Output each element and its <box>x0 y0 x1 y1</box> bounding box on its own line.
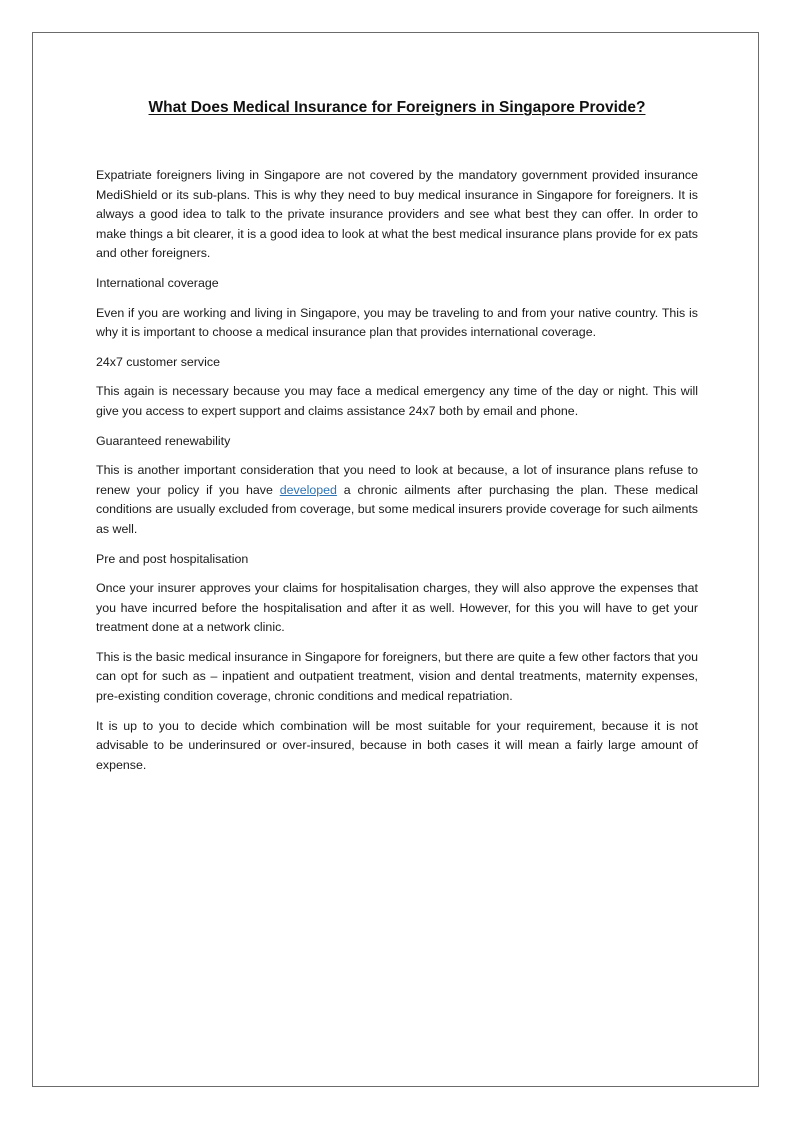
international-coverage-paragraph: Even if you are working and living in Singapore, you may be traveling to and from your native country. This is why it is important to choose a medical insurance plan that provides international coverage. <box>96 305 698 340</box>
hospitalisation-heading: Pre and post hospitalisation <box>96 551 249 566</box>
basic-insurance-paragraph: This is the basic medical insurance in Singapore for foreigners, but there are quite a few other factors that you can opt for such as – inpatient and outpatient treatment, vision and dental treatments, maternity expenses, pre-existing condition coverage, chronic conditions and medical repatriation. <box>96 649 698 704</box>
conclusion-paragraph: It is up to you to decide which combination will be most suitable for your requirement, because it is not advisable to be underinsured or over-insured, because in both cases it will mean a fairly large amount of expense. <box>96 718 698 772</box>
renewability-paragraph <box>96 461 698 539</box>
international-coverage-heading: International coverage <box>96 275 219 290</box>
document-title: What Does Medical Insurance for Foreigners in Singapore Provide? <box>148 99 646 116</box>
document-content <box>96 98 698 785</box>
developed-link[interactable]: developed <box>279 482 337 497</box>
customer-service-paragraph: This again is necessary because you may face a medical emergency any time of the day or night. This will give you access to expert support and claims assistance 24x7 both by email and phone. <box>96 384 698 418</box>
renewability-heading: Guaranteed renewability <box>96 433 231 448</box>
customer-service-heading: 24x7 customer service <box>96 354 220 369</box>
hospitalisation-paragraph: Once your insurer approves your claims for hospitalisation charges, they will also approve the expenses that you have incurred before the hospitalisation and after it as well. However, for this you will have to get your treatment done at a network clinic. <box>96 581 698 635</box>
renewability-text-before: This is another important consideration that you need to look at because, a lot of insurance plans refuse to renew your policy if you have <box>96 463 698 497</box>
document-body <box>96 166 698 775</box>
renewability-text-after: a chronic ailments after purchasing the plan. These medical conditions are usually excluded from coverage, but some medical insurers provide coverage for such ailments as well. <box>96 482 698 536</box>
intro-paragraph: Expatriate foreigners living in Singapore are not covered by the mandatory government provided insurance MediShield or its sub-plans. This is why they need to buy medical insurance in Singapore for foreigners. It is always a good idea to talk to the private insurance providers and see what best they can offer. In order to make things a bit clearer, it is a good idea to look at what the best medical insurance plans provide for ex pats and other foreigners. <box>96 168 698 261</box>
